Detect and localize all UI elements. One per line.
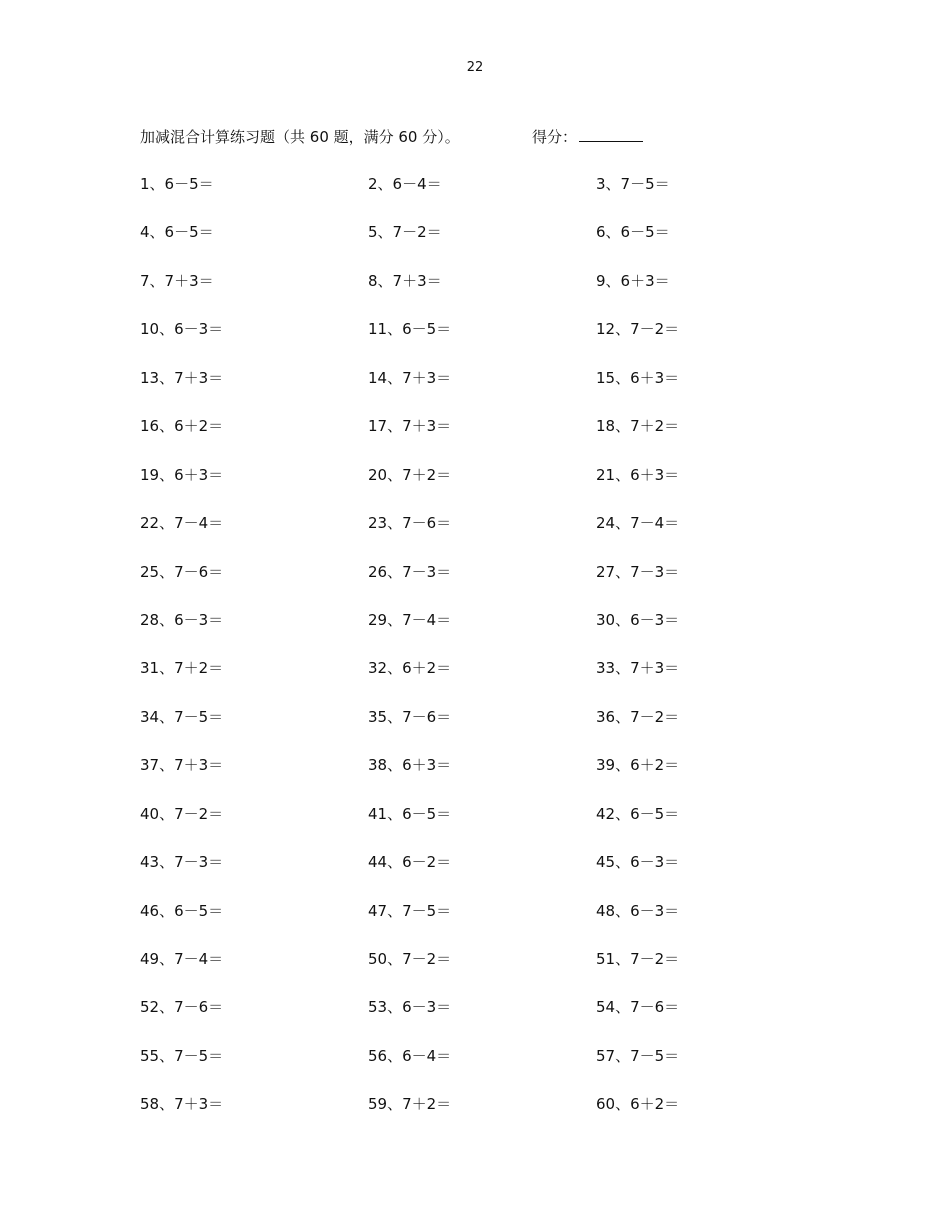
problem-24: 24、7－4＝: [596, 514, 680, 533]
problem-57: 57、7－5＝: [596, 1046, 680, 1065]
score-blank-line: [579, 126, 643, 142]
problem-28: 28、6－3＝: [140, 610, 224, 629]
problem-54: 54、7－6＝: [596, 998, 680, 1017]
problem-grid: [140, 173, 840, 1142]
problem-56: 56、6－4＝: [368, 1046, 452, 1065]
problem-25: 25、7－6＝: [140, 562, 224, 581]
problem-39: 39、6＋2＝: [596, 756, 680, 775]
problem-55: 55、7－5＝: [140, 1046, 224, 1065]
score-field: [532, 126, 643, 148]
problem-12: 12、7－2＝: [596, 320, 680, 339]
problem-15: 15、6＋3＝: [596, 368, 680, 387]
problem-8: 8、7＋3＝: [368, 271, 442, 290]
problem-20: 20、7＋2＝: [368, 465, 452, 484]
problem-38: 38、6＋3＝: [368, 756, 452, 775]
score-label: 得分：: [532, 128, 578, 146]
problem-5: 5、7－2＝: [368, 223, 442, 242]
problem-36: 36、7－2＝: [596, 707, 680, 726]
problem-52: 52、7－6＝: [140, 998, 224, 1017]
problem-1: 1、6－5＝: [140, 175, 214, 193]
problem-21: 21、6＋3＝: [596, 465, 680, 484]
worksheet-header: [140, 126, 840, 148]
problem-14: 14、7＋3＝: [368, 368, 452, 387]
problem-37: 37、7＋3＝: [140, 756, 224, 775]
problem-60: 60、6＋2＝: [596, 1095, 680, 1114]
problem-53: 53、6－3＝: [368, 998, 452, 1017]
worksheet-title: 加减混合计算练习题（共 60 题，满分 60 分）。: [140, 128, 460, 146]
problem-41: 41、6－5＝: [368, 804, 452, 823]
problem-9: 9、6＋3＝: [596, 271, 670, 290]
problem-40: 40、7－2＝: [140, 804, 224, 823]
problem-6: 6、6－5＝: [596, 223, 670, 242]
problem-51: 51、7－2＝: [596, 950, 680, 968]
problem-48: 48、6－3＝: [596, 901, 680, 920]
problem-26: 26、7－3＝: [368, 562, 452, 581]
problem-16: 16、6＋2＝: [140, 417, 224, 436]
problem-18: 18、7＋2＝: [596, 417, 680, 436]
problem-7: 7、7＋3＝: [140, 271, 214, 290]
problem-2: 2、6－4＝: [368, 175, 442, 193]
problem-33: 33、7＋3＝: [596, 659, 680, 678]
problem-49: 49、7－4＝: [140, 950, 224, 968]
problem-30: 30、6－3＝: [596, 610, 680, 629]
problem-47: 47、7－5＝: [368, 901, 452, 920]
problem-42: 42、6－5＝: [596, 804, 680, 823]
problem-17: 17、7＋3＝: [368, 417, 452, 436]
problem-44: 44、6－2＝: [368, 853, 452, 872]
problem-10: 10、6－3＝: [140, 320, 224, 339]
problem-50: 50、7－2＝: [368, 950, 452, 968]
problem-22: 22、7－4＝: [140, 514, 224, 533]
problem-13: 13、7＋3＝: [140, 368, 224, 387]
problem-31: 31、7＋2＝: [140, 659, 224, 678]
problem-19: 19、6＋3＝: [140, 465, 224, 484]
problem-29: 29、7－4＝: [368, 610, 452, 629]
problem-43: 43、7－3＝: [140, 853, 224, 872]
problem-35: 35、7－6＝: [368, 707, 452, 726]
problem-3: 3、7－5＝: [596, 175, 670, 193]
problem-32: 32、6＋2＝: [368, 659, 452, 678]
problem-46: 46、6－5＝: [140, 901, 224, 920]
problem-23: 23、7－6＝: [368, 514, 452, 533]
problem-58: 58、7＋3＝: [140, 1095, 224, 1114]
problem-4: 4、6－5＝: [140, 223, 214, 242]
page-number: 22: [466, 60, 484, 75]
problem-27: 27、7－3＝: [596, 562, 680, 581]
problem-59: 59、7＋2＝: [368, 1095, 452, 1114]
problem-45: 45、6－3＝: [596, 853, 680, 872]
problem-11: 11、6－5＝: [368, 320, 452, 339]
problem-34: 34、7－5＝: [140, 707, 224, 726]
